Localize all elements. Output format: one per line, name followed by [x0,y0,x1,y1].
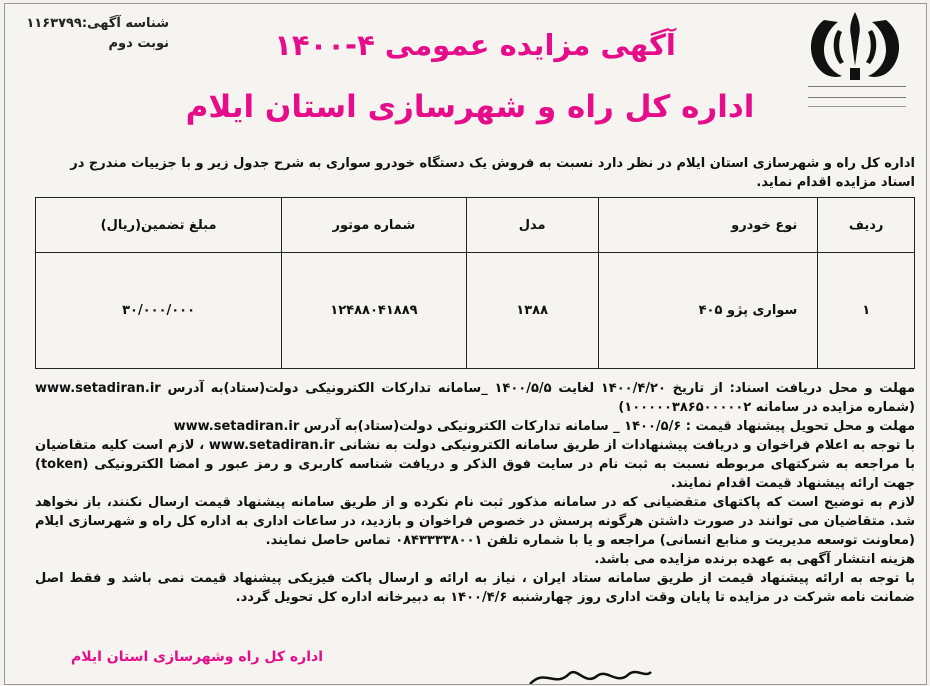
header-vehicle-type: نوع خودرو [598,198,818,253]
table-header-row [36,198,915,253]
contact-paragraph: لازم به توضیح است که پاکتهای متقضیانی که در سامانه مذکور ثبت نام نکرده و از طریق سامانه پیشنهاد قیمت ارسال نکنند، باز نخواهد شد. متقاضیان می توانند در صورت داشتن هرگونه پرسش در خصوص فراخوان و بازدید، در ساعات اداری به اداره کل راه و شهرسازی ایلام (معاونت توسعه مدیریت و منابع انسانی) مراجعه و یا با شماره تلفن ۰۸۴۳۳۳۳۸۰۰۱ تماس حاصل نمایند. [35,495,915,548]
header-engine-number: شماره موتور [282,198,467,253]
notice-title: آگهی مزایده عمومی ۴-۱۴۰۰ [274,28,676,62]
submission-deadline-paragraph: مهلت و محل تحویل پیشنهاد قیمت : ۱۴۰۰/۵/۶ _ سامانه تدارکات الکترونیکی دولت(ستاد)به آدرس www.setadiran.ir [173,419,915,434]
guarantee-paragraph: با توجه به ارائه پیشنهاد قیمت از طریق سامانه ستاد ایران ، نیاز به ارائه و ارسال پاکت فیزیکی پیشنهاد قیمت نمی باشد و فقط اصل ضمانت نامه شرکت در مزایده تا پایان وقت اداری روز چهارشنبه ۱۴۰۰/۴/۶ به دبیرخانه اداره کل تحویل گردد. [35,571,915,605]
notice-body [35,379,915,607]
document-deadline-paragraph: مهلت و محل دریافت اسناد: از تاریخ ۱۴۰۰/۴/۲۰ لغایت ۱۴۰۰/۵/۵ _سامانه تدارکات الکترونیکی دولت(ستاد)به آدرس www.setadiran.ir (شماره مزایده در سامانه ۱۰۰۰۰۰۳۸۶۵۰۰۰۰۰۲) [35,381,915,415]
table-row [36,253,915,369]
header-model: مدل [466,198,598,253]
notice-id: شناسه آگهی:۱۱۶۳۷۹۹ [26,16,169,31]
footer-signature: اداره کل راه وشهرسازی استان ایلام [70,649,323,665]
notice-round: نوبت دوم [108,36,169,51]
registration-paragraph: با توجه به اعلام فراخوان و دریافت پیشنهادات از طریق سامانه الکترونیکی دولت به نشانی www.setadiran.ir ، لازم است کلیه متقاضیان با مراجعه به شرکتهای مربوطه نسبت به ثبت نام در سایت فوق الذکر و دریافت شناسه کاربری و رمز عبور و امضا الکترونیکی (token) جهت ارائه پیشنهاد قیمت اقدام نمایند. [35,438,915,491]
cell-row-number: ۱ [818,253,915,369]
header-guarantee-amount: مبلغ تضمین(ریال) [36,198,282,253]
signature-scribble [525,664,655,685]
cell-engine-number: ۱۲۴۸۸۰۴۱۸۸۹ [282,253,467,369]
cost-paragraph: هزینه انتشار آگهی به عهده برنده مزایده می باشد. [594,552,915,567]
intro-paragraph: اداره کل راه و شهرسازی استان ایلام در نظر دارد نسبت به فروش یک دستگاه خودرو سواری به شرح جدول زیر و با جزییات مندرج در اسناد مزایده اقدام نماید. [70,156,915,190]
organization-title: اداره کل راه و شهرسازی استان ایلام [185,89,755,125]
cell-guarantee-amount: ۳۰/۰۰۰/۰۰۰ [36,253,282,369]
auction-table [35,197,915,369]
header-row-number: ردیف [818,198,915,253]
cell-vehicle-type: سواری پژو ۴۰۵ [598,253,818,369]
cell-model: ۱۳۸۸ [466,253,598,369]
notice-frame [4,3,927,685]
emblem-caption [808,86,906,107]
